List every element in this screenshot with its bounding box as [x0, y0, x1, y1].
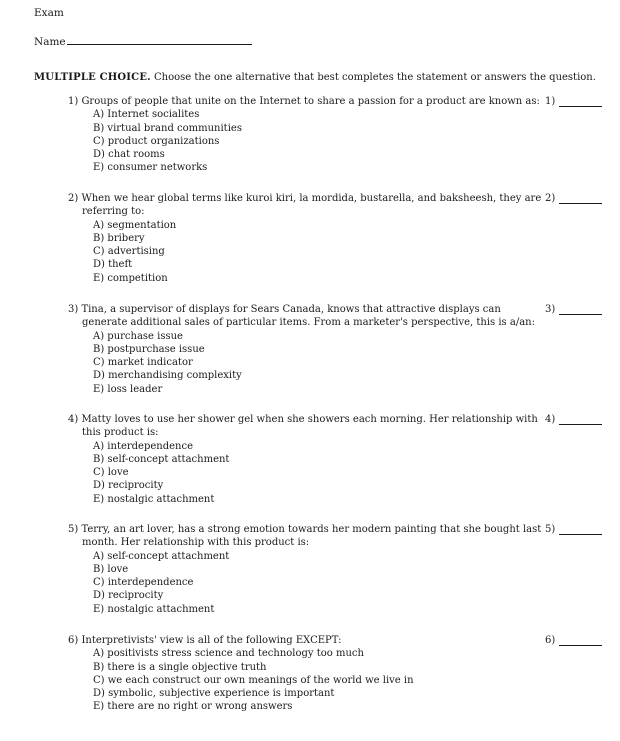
answer-blank[interactable]: [559, 424, 602, 425]
question-stem: [68, 95, 542, 108]
stem-line: 6) Interpretivists' view is all of the following EXCEPT:: [68, 635, 342, 646]
question-stem: [68, 523, 542, 550]
answer-blank[interactable]: [559, 314, 602, 315]
question-4: [68, 413, 620, 506]
stem-line: referring to:: [82, 206, 145, 218]
stem-line: additional sales of particular items. From a marketer's perspective, this is a/an:: [130, 317, 535, 329]
answer-blank[interactable]: [559, 203, 602, 204]
choice-a[interactable]: A) segmentation: [93, 219, 177, 231]
stem-line: product is:: [103, 427, 159, 439]
choice-c[interactable]: C) advertising: [93, 246, 165, 258]
choice-a[interactable]: A) positivists stress science and technology too much: [93, 648, 364, 660]
stem-line: 2) When we hear global terms like kuroi kiri, la mordida, bustarella, and baksheesh, they are: [68, 193, 542, 204]
choice-e[interactable]: E) nostalgic attachment: [93, 603, 215, 615]
section-title: MULTIPLE CHOICE.: [34, 72, 151, 83]
question-5: [68, 523, 620, 616]
choice-e[interactable]: E) loss leader: [93, 383, 163, 395]
section-instructions: Choose the one alternative that best completes the statement or answers the question.: [154, 72, 596, 83]
stem-line: 1) Groups of people that unite on the Internet to share a passion for a product are known as:: [68, 96, 540, 107]
answer-blank[interactable]: [559, 645, 602, 646]
question-2: [68, 192, 620, 285]
choice-d[interactable]: D) theft: [93, 259, 133, 271]
question-stem: [68, 634, 542, 647]
exam-label: Exam: [34, 7, 64, 19]
stem-line: 3) Tina, a supervisor of displays for Sears Canada, knows that attractive displays can generate: [68, 304, 501, 329]
answer-number: 2): [545, 193, 556, 204]
choice-b[interactable]: B) love: [93, 563, 129, 575]
choice-a[interactable]: A) Internet socialites: [93, 109, 200, 121]
choice-e[interactable]: E) consumer networks: [93, 162, 208, 174]
choice-d[interactable]: D) reciprocity: [93, 590, 164, 602]
answer-number: 4): [545, 414, 556, 425]
choice-a[interactable]: A) purchase issue: [93, 330, 183, 342]
answer-number: 3): [545, 304, 556, 315]
choice-c[interactable]: C) product organizations: [93, 135, 220, 147]
choice-list: [93, 330, 620, 396]
choice-d[interactable]: D) reciprocity: [93, 480, 164, 492]
question-stem: [68, 192, 542, 219]
stem-line: 4) Matty loves to use her shower gel when she showers each morning. Her relationship with this: [68, 414, 538, 439]
choice-list: [93, 647, 620, 713]
question-stem: [68, 413, 542, 440]
choice-e[interactable]: E) there are no right or wrong answers: [93, 701, 293, 713]
name-label: Name: [34, 36, 66, 48]
choice-b[interactable]: B) virtual brand communities: [93, 122, 242, 134]
question-6: [68, 634, 620, 714]
question-1: [68, 95, 620, 175]
choice-a[interactable]: A) interdependence: [93, 440, 194, 452]
choice-b[interactable]: B) there is a single objective truth: [93, 661, 267, 673]
choice-d[interactable]: D) chat rooms: [93, 149, 165, 161]
section-header: [34, 72, 596, 83]
answer-blank[interactable]: [559, 534, 602, 535]
question-3: [68, 303, 620, 396]
choice-b[interactable]: B) bribery: [93, 232, 145, 244]
stem-line: Her relationship with this product is:: [120, 537, 310, 549]
question-stem: [68, 303, 542, 330]
answer-blank[interactable]: [559, 106, 602, 107]
name-underline[interactable]: [67, 34, 252, 45]
answer-number: 6): [545, 635, 556, 646]
choice-c[interactable]: C) market indicator: [93, 357, 193, 369]
choice-c[interactable]: C) interdependence: [93, 577, 194, 589]
choice-list: [93, 440, 620, 506]
choice-d[interactable]: D) merchandising complexity: [93, 370, 242, 382]
choice-a[interactable]: A) self-concept attachment: [93, 550, 230, 562]
choice-list: [93, 108, 620, 174]
choice-list: [93, 550, 620, 616]
name-field[interactable]: [34, 34, 252, 48]
choice-e[interactable]: E) competition: [93, 272, 168, 284]
choice-b[interactable]: B) self-concept attachment: [93, 453, 230, 465]
choice-c[interactable]: C) love: [93, 467, 129, 479]
choice-c[interactable]: C) we each construct our own meanings of the world we live in: [93, 674, 414, 686]
choice-b[interactable]: B) postpurchase issue: [93, 343, 205, 355]
choice-list: [93, 219, 620, 285]
choice-d[interactable]: D) symbolic, subjective experience is important: [93, 688, 335, 700]
choice-e[interactable]: E) nostalgic attachment: [93, 493, 215, 505]
stem-line: 5) Terry, an art lover, has a strong emotion towards her modern painting that she bought last month.: [68, 524, 542, 549]
answer-number: 1): [545, 96, 556, 107]
answer-number: 5): [545, 524, 556, 535]
